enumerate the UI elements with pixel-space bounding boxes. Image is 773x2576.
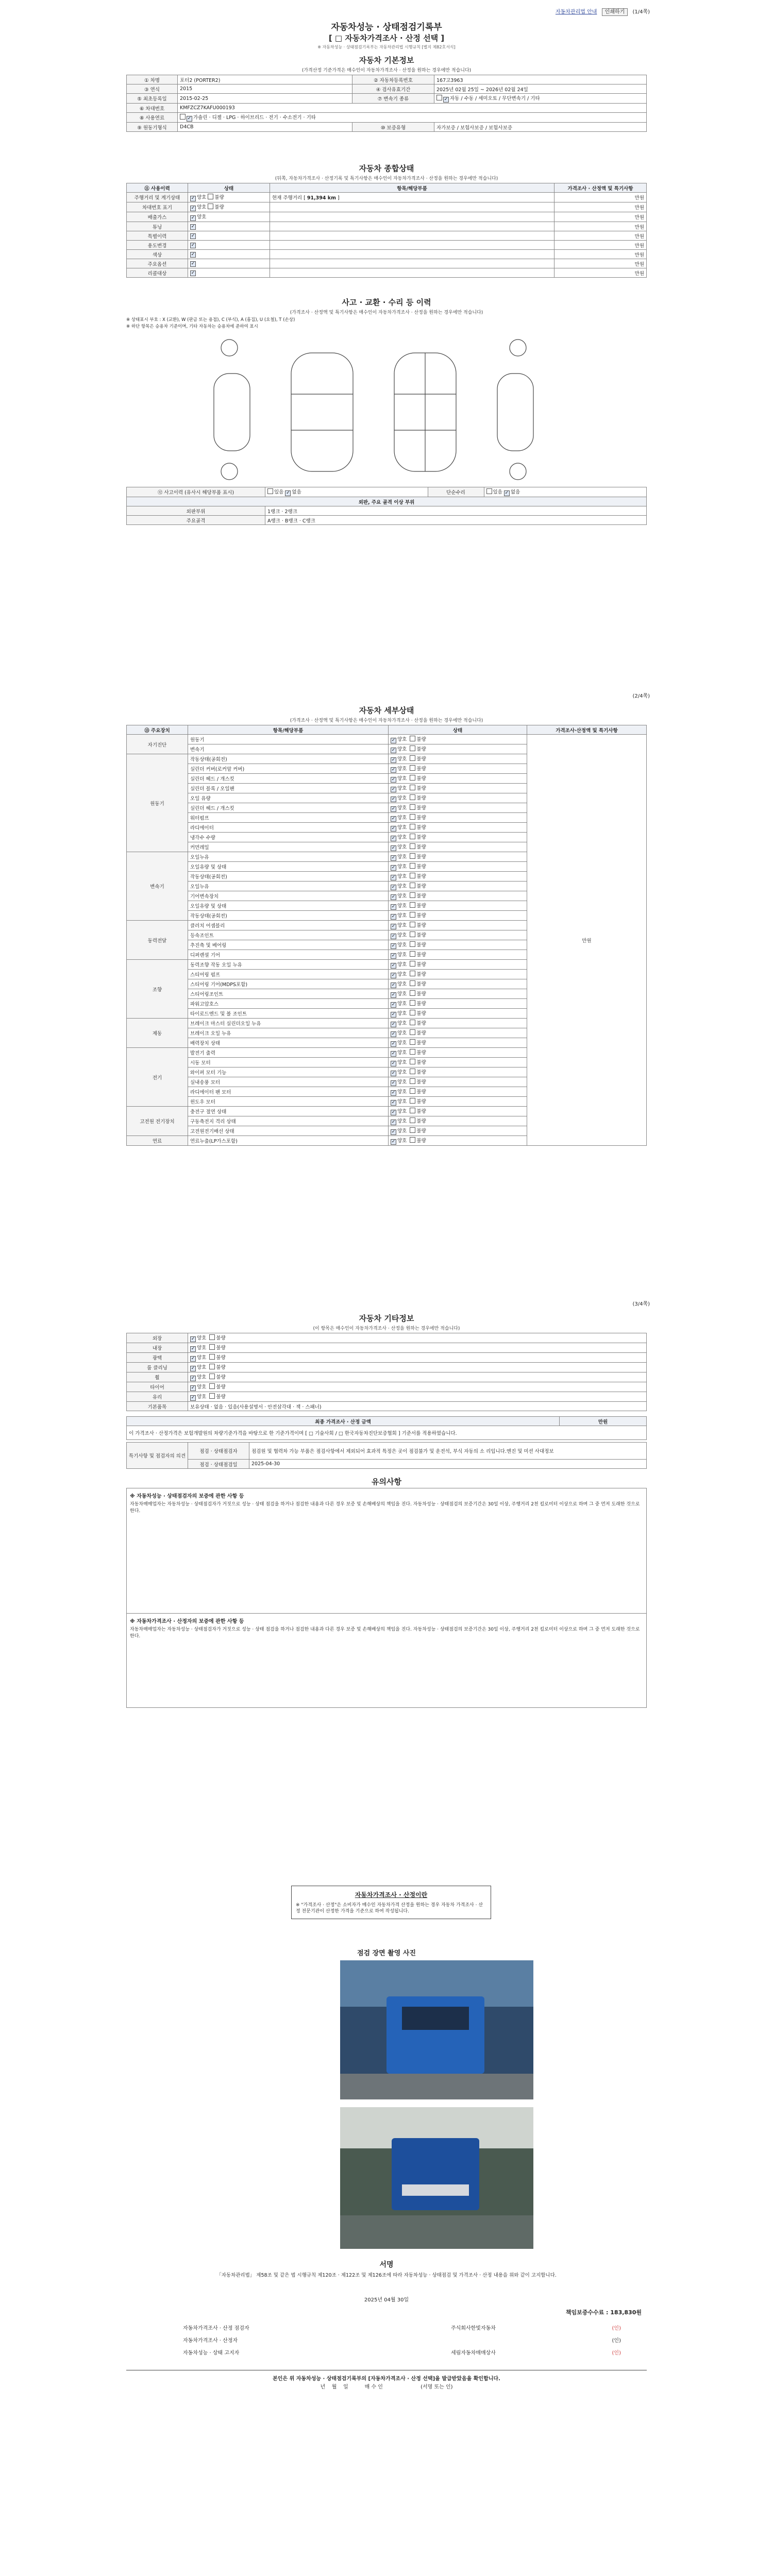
detail-item-state: ✓ 양호 불량: [389, 1009, 527, 1019]
detail-item-label: 오일누유: [188, 852, 389, 862]
vin-state: ✓ 양호 불량: [188, 202, 270, 212]
label-year: ③ 연식: [127, 84, 178, 94]
label-vin: ⑥ 차대번호: [127, 104, 178, 113]
sign-row-3: 자동차성능 · 상태 고지자 세림자동차매매상사 (인): [183, 2350, 621, 2356]
service-info-link[interactable]: 자동차관리법 안내: [555, 9, 597, 15]
tuning-parts: [270, 222, 554, 231]
detail-group-label: 고전원 전기장치: [127, 1107, 188, 1136]
other-info-state: ✓ 양호 불량: [188, 1343, 647, 1353]
label-first-reg: ⑤ 최초등록일: [127, 94, 178, 104]
check-date-value: 2025-04-30: [249, 1460, 647, 1469]
other-info-row: [127, 1363, 647, 1372]
inspection-photo-rear: [340, 2107, 533, 2249]
sign-date: 2025년 04월 30일: [364, 2297, 409, 2303]
mileage-state: ✓ 양호 불량: [188, 193, 270, 202]
detail-item-state: ✓ 양호 불량: [389, 754, 527, 764]
detail-col-item: 항목/해당부품: [188, 725, 389, 735]
other-info-label: 내장: [127, 1343, 188, 1353]
detail-item-label: 와이퍼 모터 기능: [188, 1067, 389, 1077]
doc-title-2: [ □ 자동차가격조사 · 산정 선택 ]: [328, 33, 445, 43]
other-info-state: 보유상태 · 없음 · 있음(사용설명서 · 안전삼각대 · 잭 · 스패너): [188, 1402, 647, 1411]
sign-title: 서명: [379, 2261, 394, 2269]
closing-header: 최종 가격조사 · 산정 금액: [127, 1417, 560, 1426]
detail-item-label: 실린더 블록 / 오일팬: [188, 784, 389, 793]
inspection-photo-front: [340, 1960, 533, 2099]
other-info-label: 타이어: [127, 1382, 188, 1392]
recall-state: [188, 268, 270, 278]
basic-info-note: (가격산정 기준가격은 매수인이 자동차가격조사 · 산정을 원하는 경우에만 적습니다): [301, 68, 472, 73]
detail-item-label: 브레이크 오일 누유: [188, 1028, 389, 1038]
detail-item-label: 라디에이터 팬 모터: [188, 1087, 389, 1097]
frame-header: 외판, 주요 골격 이상 부위: [127, 497, 647, 506]
car-side-right: [497, 374, 533, 451]
notice-box-1: [126, 1488, 647, 1614]
other-info-header: 자동차 기타정보: [359, 1314, 414, 1323]
other-info-state: ✓ 양호 불량: [188, 1372, 647, 1382]
other-info-row: [127, 1333, 647, 1343]
detail-item-state: ✓ 양호 불량: [389, 735, 527, 744]
other-info-row: [127, 1392, 647, 1402]
special-price: 만원: [554, 231, 647, 241]
detail-col-price: 가격조사·산정액 및 특기사항: [527, 725, 647, 735]
detail-table: [126, 725, 647, 1146]
car-top-view: [291, 353, 353, 471]
detail-note: (가격조사 · 산정액 및 특기사항은 매수인이 자동차가격조사 · 산정을 원하는 경우에만 적습니다): [290, 718, 483, 723]
row-tuning: 튜닝: [127, 222, 188, 231]
label-plate: ② 자동차등록번호: [352, 75, 434, 84]
col-state: 상태: [188, 183, 270, 193]
overall-state-section: [126, 160, 647, 278]
detail-group-label: 연료: [127, 1136, 188, 1146]
detail-item-label: 타이로드엔드 및 볼 조인트: [188, 1009, 389, 1019]
detail-item-label: 작동상태(공회전): [188, 911, 389, 921]
basic-info-header: 자동차 기본정보: [359, 56, 414, 65]
detail-item-label: 배력장치 상태: [188, 1038, 389, 1048]
other-info-note: (이 항목은 매수인이 자동차가격조사 · 산정을 원하는 경우에만 적습니다): [313, 1326, 460, 1331]
detail-item-state: ✓ 양호 불량: [389, 960, 527, 970]
detail-item-state: ✓ 양호 불량: [389, 989, 527, 999]
use-change-state: [188, 241, 270, 250]
detail-item-label: 냉각수 수량: [188, 833, 389, 842]
detail-item-label: 구동축전지 격리 상태: [188, 1116, 389, 1126]
detail-item-label: 오일유량 및 상태: [188, 901, 389, 911]
other-info-row: [127, 1402, 647, 1411]
print-button[interactable]: 인쇄하기: [602, 8, 628, 16]
label-warranty: ⑩ 보증유형: [352, 123, 434, 132]
col-parts: 항목/해당부품: [270, 183, 554, 193]
overall-state-table: [126, 183, 647, 278]
tuning-state: [188, 222, 270, 231]
wheel-fl: [221, 340, 238, 356]
doc-title: 자동차성능 · 상태점검기록부: [331, 22, 442, 32]
detail-item-state: ✓ 양호 불량: [389, 1107, 527, 1116]
detail-group-label: 동력전달: [127, 921, 188, 960]
value-transmission: ✓ 자동 / 수동 / 세미오토 / 무단변속기 / 기타: [434, 94, 647, 104]
detail-item-state: ✓ 양호 불량: [389, 970, 527, 979]
value-first-reg: 2015-02-25: [178, 94, 352, 104]
detail-item-state: ✓ 양호 불량: [389, 1019, 527, 1028]
detail-item-label: 등속조인트: [188, 930, 389, 940]
detail-item-state: ✓ 양호 불량: [389, 1058, 527, 1067]
value-fuel: ✓ 가솔린 · 디젤 · LPG · 하이브리드 · 전기 · 수소전기 · 기타: [178, 113, 647, 123]
notice-2-title: ※ 자동차가격조사 · 산정자의 보증에 관한 사항 등: [130, 1619, 244, 1624]
signatures: [183, 2324, 621, 2361]
sign-text: 「자동차관리법」 제58조 및 같은 법 시행규칙 제120조 · 제122조 및 제126조에 따라 자동차성능 · 상태점검 및 가격조사 · 산정 내용을 위와 같이 고지합니다.: [216, 2273, 557, 2278]
detail-item-label: 실린더 헤드 / 개스킷: [188, 803, 389, 813]
label-car-name: ① 차명: [127, 75, 178, 84]
detail-item-state: ✓ 양호 불량: [389, 1087, 527, 1097]
value-year: 2015: [178, 84, 352, 94]
wheel-rr: [510, 463, 526, 480]
other-info-row: [127, 1382, 647, 1392]
other-info-section: [126, 1310, 647, 1708]
outer-label: 외판부위: [127, 506, 265, 516]
confirm-box: [291, 1886, 491, 1919]
basic-info-table: [126, 75, 647, 132]
detail-item-state: ✓ 양호 불량: [389, 1097, 527, 1107]
row-options: 주요옵션: [127, 259, 188, 268]
basic-info-section: [126, 52, 647, 132]
detail-item-state: ✓ 양호 불량: [389, 950, 527, 960]
detail-item-label: 윈도우 모터: [188, 1097, 389, 1107]
notice-header: 유의사항: [372, 1477, 401, 1486]
page-2: [121, 690, 652, 1283]
check-date-label: 점검 · 상태점검일: [188, 1460, 249, 1469]
detail-item-label: 워터펌프: [188, 813, 389, 823]
color-price: 만원: [554, 250, 647, 259]
detail-item-state: ✓ 양호 불량: [389, 774, 527, 784]
detail-item-label: 스티어링조인트: [188, 989, 389, 999]
color-state: [188, 250, 270, 259]
vin-parts: [270, 202, 554, 212]
detail-item-label: 동력조향 작동 오일 누유: [188, 960, 389, 970]
outer-ranks: 1랭크 · 2랭크: [265, 506, 647, 516]
detail-item-state: ✓ 양호 불량: [389, 1077, 527, 1087]
accident-note: (가격조사 · 산정액 및 특기사항은 매수인이 자동차가격조사 · 산정을 원하는 경우에만 적습니다): [290, 310, 483, 315]
other-info-state: ✓ 양호 불량: [188, 1353, 647, 1363]
other-info-state: ✓ 양호 불량: [188, 1363, 647, 1372]
detail-item-state: ✓ 양호 불량: [389, 921, 527, 930]
use-change-parts: [270, 241, 554, 250]
detail-item-label: 충전구 절연 상태: [188, 1107, 389, 1116]
value-vin: KMFZCZ7KAFU000193: [178, 104, 647, 113]
accident-header: 사고 · 교환 · 수리 등 이력: [342, 298, 431, 307]
closing-unit: 만원: [560, 1417, 647, 1426]
detail-item-state: ✓ 양호 불량: [389, 1126, 527, 1136]
recall-price: 만원: [554, 268, 647, 278]
doc-header: [121, 20, 652, 50]
label-engine: ⑨ 원동기형식: [127, 123, 178, 132]
notice-box-2: [126, 1614, 647, 1708]
page-3: [121, 1298, 652, 1865]
detail-item-state: ✓ 양호 불량: [389, 979, 527, 989]
detail-group-label: 제동: [127, 1019, 188, 1048]
notice-1-title: ※ 자동차성능 · 상태점검자의 보증에 관한 사항 등: [130, 1494, 244, 1499]
detail-item-label: 실내송풍 모터: [188, 1077, 389, 1087]
row-special: 특별이력: [127, 231, 188, 241]
value-inspection-period: 2025년 02월 25일 ~ 2026년 02월 24일: [434, 84, 647, 94]
detail-item-state: ✓ 양호 불량: [389, 1136, 527, 1146]
main-ranks: A랭크 · B랭크 · C랭크: [265, 516, 647, 525]
detail-item-state: ✓ 양호 불량: [389, 803, 527, 813]
notice-1-text: 자동차매매업자는 자동차성능 · 상태점검자가 거짓으로 성능 · 상태 점검을 하거나 점검한 내용과 다른 경우 보증 및 손해배상의 책임을 진다. 자동차성능 · 상태점검의 보증기간은 30일 이상, 주행거리 2천 킬로미터 이상으로 하며 그 중 먼저 도래한 것으로 한다.: [130, 1502, 640, 1514]
car-diagram: [126, 332, 647, 487]
accident-history-table: [126, 487, 647, 525]
detail-price: 만원: [527, 735, 647, 1146]
other-info-row: [127, 1343, 647, 1353]
other-info-row: [127, 1353, 647, 1363]
special-state: [188, 231, 270, 241]
value-plate: 167고3963: [434, 75, 647, 84]
detail-group-label: 조향: [127, 960, 188, 1019]
value-engine: D4CB: [178, 123, 352, 132]
other-info-label: 외장: [127, 1333, 188, 1343]
emission-price: 만원: [554, 212, 647, 222]
detail-header: 자동차 세부상태: [359, 706, 414, 715]
detail-item-label: 오일유량 및 상태: [188, 862, 389, 872]
row-mileage: 주행거리 및 계기상태: [127, 193, 188, 202]
other-info-label: 광택: [127, 1353, 188, 1363]
emission-parts: [270, 212, 554, 222]
emission-state: ✓ 양호: [188, 212, 270, 222]
detail-col-state: 상태: [389, 725, 527, 735]
detail-item-state: ✓ 양호 불량: [389, 930, 527, 940]
detail-item-label: 오일 유량: [188, 793, 389, 803]
closing-table: [126, 1416, 647, 1440]
special-parts: [270, 231, 554, 241]
detail-item-label: 라디에이터: [188, 823, 389, 833]
accident-history-label: ⑫ 사고이력 (유사시 해당부품 표시): [127, 487, 265, 497]
row-recall: 리콜대상: [127, 268, 188, 278]
wheel-fr: [510, 340, 526, 356]
detail-item-label: 실린더 커버(로커암 커버): [188, 764, 389, 774]
confirm-header: 자동차가격조사 · 산정이란: [355, 1891, 428, 1899]
detail-item-label: 작동상태(공회전): [188, 754, 389, 764]
accident-history-value: 있음 ✓ 없음: [265, 487, 428, 497]
special-checker: 점검 · 상태점검자: [188, 1443, 249, 1460]
detail-item-state: ✓ 양호 불량: [389, 891, 527, 901]
other-info-label: 유리: [127, 1392, 188, 1402]
label-inspection-period: ④ 검사유효기간: [352, 84, 434, 94]
accident-legend: ※ 상태표시 부호 : X (교환), W (판금 또는 용접), C (부식), A (흠집), U (요철), T (손상): [126, 317, 295, 323]
page-number: (1/4쪽): [632, 9, 650, 15]
detail-item-label: 스티어링 기어(MDPS포함): [188, 979, 389, 989]
detail-item-label: 커먼레일: [188, 842, 389, 852]
detail-item-label: 시동 모터: [188, 1058, 389, 1067]
footer-text-2: 년 월 일 매 수 인 (서명 또는 인): [320, 2384, 453, 2390]
footer-text: 본인은 위 자동차성능 · 상태점검기록부의 [자동차가격조사 · 산정 선택]을 발급받았음을 확인합니다.: [273, 2376, 500, 2382]
detail-item-state: ✓ 양호 불량: [389, 784, 527, 793]
detail-item-state: ✓ 양호 불량: [389, 999, 527, 1009]
car-side-left: [214, 374, 250, 451]
mileage-value: 현재 주행거리 [ 91,394 km ]: [270, 193, 554, 202]
page-4: [121, 1875, 652, 2566]
detail-item-label: 연료누출(LP가스포함): [188, 1136, 389, 1146]
detail-item-label: 작동상태(공회전): [188, 872, 389, 882]
notice-2-text: 자동차매매업자는 자동차성능 · 상태점검자가 거짓으로 성능 · 상태 점검을 하거나 점검한 내용과 다른 경우 보증 및 손해배상의 책임을 진다. 자동차성능 · 상태점검의 보증기간은 30일 이상, 주행거리 2천 킬로미터 이상으로 하며 그 중 먼저 도래한 것으로 한다.: [130, 1627, 640, 1639]
closing-text: 이 가격조사 · 산정가격은 보험개발원의 차량기준가격을 바탕으로 한 기준가격이며 [ □ 기술사회 / □ 한국자동차진단보증협회 ] 기준서를 적용하였습니다.: [127, 1426, 647, 1440]
detail-item-state: ✓ 양호 불량: [389, 1048, 527, 1058]
detail-item-label: 원동기: [188, 735, 389, 744]
detail-item-state: ✓ 양호 불량: [389, 793, 527, 803]
detail-group-label: 자기진단: [127, 735, 188, 754]
detail-item-state: ✓ 양호 불량: [389, 1028, 527, 1038]
col-price: 가격조사 · 산정액 및 특기사항: [554, 183, 647, 193]
detail-item-state: ✓ 양호 불량: [389, 901, 527, 911]
detail-group-label: 전기: [127, 1048, 188, 1107]
detail-item-state: ✓ 양호 불량: [389, 823, 527, 833]
other-info-label: 룸 클리닝: [127, 1363, 188, 1372]
detail-item-state: ✓ 양호 불량: [389, 882, 527, 891]
detail-item-state: ✓ 양호 불량: [389, 852, 527, 862]
options-state: [188, 259, 270, 268]
detail-item-label: 브레이크 마스터 실린더오일 누유: [188, 1019, 389, 1028]
simple-repair-value: 있음 ✓ 없음: [484, 487, 647, 497]
special-label: 특기사항 및 점검자의 의견: [127, 1443, 188, 1469]
other-info-state: ✓ 양호 불량: [188, 1382, 647, 1392]
col-usage: ⑪ 사용이력: [127, 183, 188, 193]
row-color: 색상: [127, 250, 188, 259]
detail-item-state: ✓ 양호 불량: [389, 911, 527, 921]
other-info-state: ✓ 양호 불량: [188, 1392, 647, 1402]
accident-section: [126, 294, 647, 525]
detail-item-state: ✓ 양호 불량: [389, 842, 527, 852]
row-vin-mark: 차대번호 표기: [127, 202, 188, 212]
accident-legend-2: ※ 하단 항목은 승용차 기준이며, 기타 자동차는 승용차에 준하여 표시: [126, 324, 258, 329]
main-label: 주요골격: [127, 516, 265, 525]
detail-item-label: 변속기: [188, 744, 389, 754]
detail-item-state: ✓ 양호 불량: [389, 1038, 527, 1048]
other-info-label: 휠: [127, 1372, 188, 1382]
special-table: [126, 1442, 647, 1469]
photos-title: 점검 장면 촬영 사진: [357, 1950, 416, 1957]
page-number-3: (3/4쪽): [632, 1301, 650, 1307]
label-transmission: ⑦ 변속기 종류: [352, 94, 434, 104]
detail-item-state: ✓ 양호 불량: [389, 1067, 527, 1077]
page-1: [121, 5, 652, 675]
row-emission: 배출가스: [127, 212, 188, 222]
detail-item-state: ✓ 양호 불량: [389, 813, 527, 823]
detail-item-state: ✓ 양호 불량: [389, 940, 527, 950]
detail-item-state: ✓ 양호 불량: [389, 744, 527, 754]
value-warranty: 자가보증 / 보험사보증 / 보험사보증: [434, 123, 647, 132]
confirm-text: ※ "가격조사 · 산정"은 소비자가 매수인 자동차가격 산정을 원하는 경우 자동차 가격조사 · 산정 전문기관이 산정한 가격을 기준으로 하여 작성됩니다.: [296, 1903, 483, 1914]
overall-state-header: 자동차 종합상태: [359, 164, 414, 173]
overall-state-note: (뒤쪽, 자동차가격조사 · 산정기록 및 특기사항은 매수인이 자동차가격조사 · 산정을 원하는 경우에만 적습니다): [275, 176, 498, 181]
recall-parts: [270, 268, 554, 278]
doc-subnote: ※ 자동차성능 · 상태점검기록부는 자동차관리법 시행규칙 [별지 제82호서식]: [317, 45, 456, 49]
options-parts: [270, 259, 554, 268]
detail-group-label: 원동기: [127, 754, 188, 852]
detail-item-label: 고전원전기배선 상태: [188, 1126, 389, 1136]
fee-label: 책임보증수수료 : 183,830원: [565, 2309, 642, 2316]
other-info-row: [127, 1372, 647, 1382]
value-car-name: 포터2 (PORTER2): [178, 75, 352, 84]
detail-section: [126, 702, 647, 1146]
detail-item-label: 파워고압호스: [188, 999, 389, 1009]
row-use-change: 용도변경: [127, 241, 188, 250]
detail-group-label: 변속기: [127, 852, 188, 921]
detail-item-label: 기어변속장치: [188, 891, 389, 901]
detail-item-state: ✓ 양호 불량: [389, 1116, 527, 1126]
top-bar: [556, 7, 650, 15]
mileage-price: 만원: [554, 193, 647, 202]
sign-row-2: 자동차가격조사 · 산정자 (인): [183, 2338, 621, 2344]
options-price: 만원: [554, 259, 647, 268]
detail-item-state: ✓ 양호 불량: [389, 862, 527, 872]
label-fuel: ⑧ 사용연료: [127, 113, 178, 123]
vin-price: 만원: [554, 202, 647, 212]
detail-item-label: 발전기 출력: [188, 1048, 389, 1058]
sign-row-1: 자동차가격조사 · 산정 점검자 주식회사한빛자동차 (인): [183, 2326, 621, 2331]
detail-item-label: 디퍼렌셜 기어: [188, 950, 389, 960]
detail-item-label: 클러치 어셈블리: [188, 921, 389, 930]
detail-item-state: ✓ 양호 불량: [389, 833, 527, 842]
tuning-price: 만원: [554, 222, 647, 231]
detail-item-label: 추진축 및 베어링: [188, 940, 389, 950]
detail-item-state: ✓ 양호 불량: [389, 872, 527, 882]
color-parts: [270, 250, 554, 259]
page-number-2: (2/4쪽): [632, 693, 650, 699]
detail-item-label: 오일누유: [188, 882, 389, 891]
other-info-table: [126, 1333, 647, 1411]
other-info-state: ✓ 양호 불량: [188, 1333, 647, 1343]
detail-item-label: 실린더 헤드 / 개스킷: [188, 774, 389, 784]
special-value: 점검원 및 협력차 가능 부품은 점검사항에서 제외되어 효과적 특정은 곳이 점검불가 및 운전석, 부식 자동의 소 리입니다.엔진 및 미션 사대정보: [249, 1443, 647, 1460]
wheel-rl: [221, 463, 238, 480]
simple-repair-label: 단순수리: [428, 487, 484, 497]
detail-col-device: ⑬ 주요장치: [127, 725, 188, 735]
detail-item-state: ✓ 양호 불량: [389, 764, 527, 774]
detail-row: [127, 735, 647, 744]
detail-item-label: 스티어링 펌프: [188, 970, 389, 979]
use-change-price: 만원: [554, 241, 647, 250]
other-info-label: 기본품목: [127, 1402, 188, 1411]
